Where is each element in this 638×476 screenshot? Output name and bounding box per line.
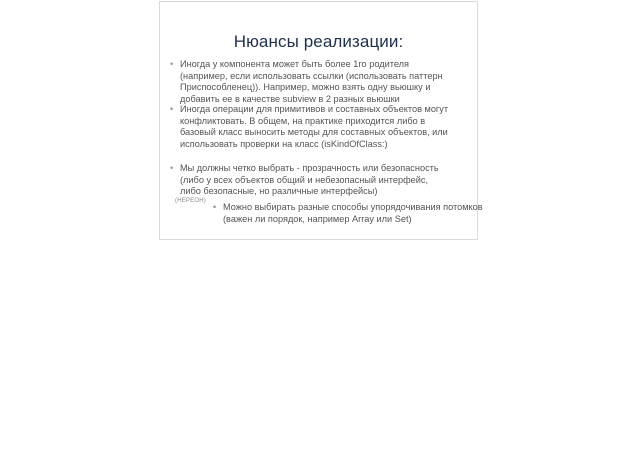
bullet-line: (либо у всех объектов общий и небезопасный интерфейс,: [180, 174, 429, 185]
slide-title: Нюансы реализации:: [233, 32, 404, 51]
bullet-line: Можно выбирать разные способы упорядочивания потомков: [223, 202, 483, 212]
bullet-marker: •: [170, 59, 174, 69]
bullet-line: Мы должны четко выбрать - прозрачность или безопасность: [180, 163, 439, 173]
bullet-line: (важен ли порядок, например Array или Set): [223, 213, 412, 224]
sub-bullet-item: [213, 202, 483, 225]
bullet-marker: •: [170, 104, 174, 114]
slide: [159, 1, 483, 240]
bullet-line: (например, если использовать ссылки (использовать паттерн: [180, 70, 443, 81]
bullet-line: использовать проверки на класс (isKindOfClass:): [180, 138, 388, 149]
bullet-line: конфликтовать. В общем, на практике приходится либо в: [180, 115, 426, 126]
bullet-item-2: [170, 104, 449, 150]
bullet-marker: •: [213, 202, 217, 212]
bullet-line: Иногда операции для примитивов и составных объектов могут: [180, 104, 449, 114]
bullet-line: Приспособленец)). Например, можно взять одну вьюшку и: [180, 82, 431, 93]
bullet-line: добавить ее в качестве subview в 2 разных вьюшки: [180, 93, 400, 104]
bullet-item-1: [170, 59, 443, 105]
side-note: (НЕРЕОН): [175, 198, 206, 204]
bullet-line: либо безопасные, но различные интерфейсы): [180, 186, 378, 197]
bullet-line: Иногда у компонента может быть более 1го родителя: [180, 59, 409, 69]
bullet-item-3: [170, 163, 439, 198]
bullet-line: базовый класс выносить методы для составных объектов, или: [180, 127, 448, 138]
bullet-marker: •: [170, 163, 174, 173]
